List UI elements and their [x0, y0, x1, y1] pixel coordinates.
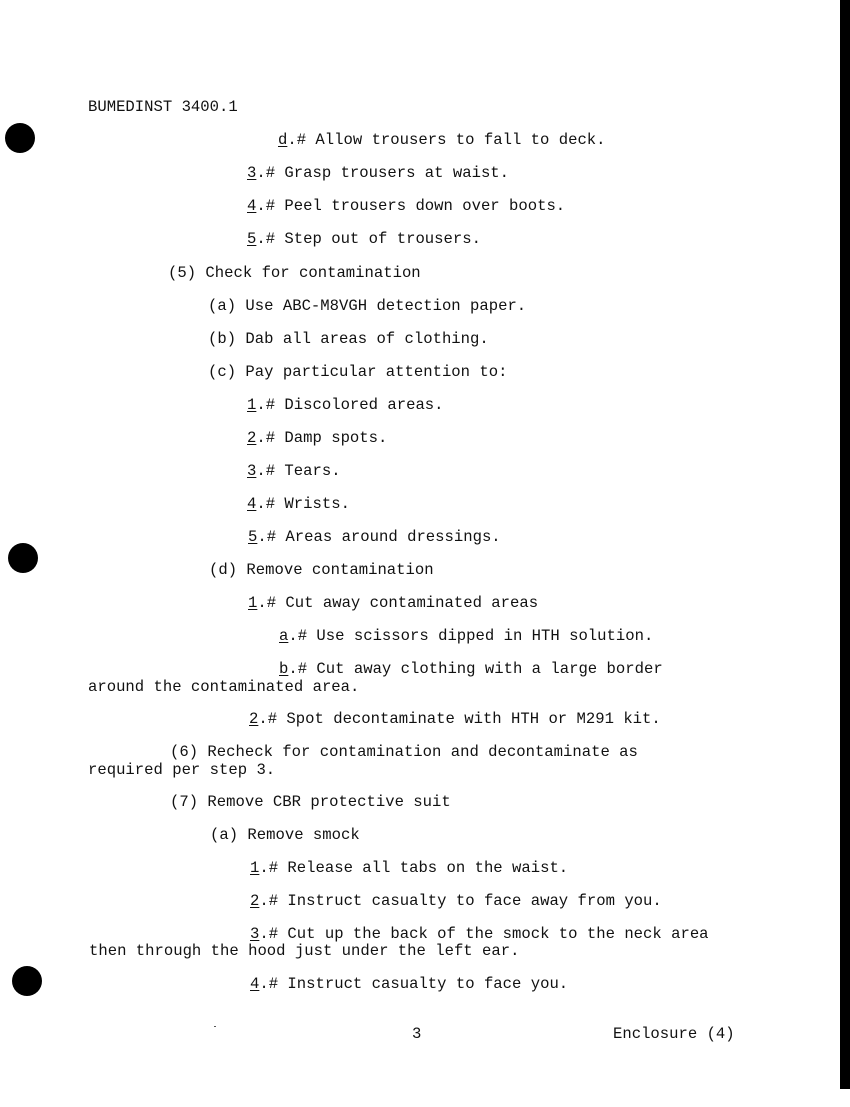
- page-number: 3: [412, 1025, 422, 1043]
- outline-item: [247, 198, 565, 215]
- outline-item: [249, 711, 661, 728]
- outline-marker: 3: [247, 462, 257, 480]
- outline-text: .# Instruct casualty to face away from you.: [259, 892, 662, 910]
- outline-item: (7) Remove CBR protective suit: [170, 793, 451, 811]
- outline-item: [250, 893, 662, 910]
- outline-item: [247, 165, 509, 182]
- outline-marker: 2: [247, 429, 257, 447]
- outline-item: [250, 860, 568, 877]
- outline-item: [248, 595, 538, 612]
- scan-speck: [214, 1026, 216, 1027]
- outline-text: .# Use scissors dipped in HTH solution.: [288, 627, 654, 645]
- outline-item: [247, 397, 444, 414]
- outline-marker: 5: [247, 230, 257, 248]
- outline-marker: 2: [249, 710, 259, 728]
- outline-item: (a) Remove smock: [210, 826, 360, 844]
- outline-item: (5) Check for contamination: [168, 264, 421, 282]
- outline-item: (6) Recheck for contamination and decontaminate as: [170, 743, 638, 761]
- outline-text: .# Damp spots.: [256, 429, 388, 447]
- outline-text: .# Release all tabs on the waist.: [259, 859, 569, 877]
- outline-text: .# Grasp trousers at waist.: [256, 164, 510, 182]
- scan-edge-bar: [840, 0, 850, 1089]
- outline-item: [248, 529, 501, 546]
- outline-item: (d) Remove contamination: [209, 561, 434, 579]
- outline-text: .# Cut away clothing with a large border: [288, 660, 663, 678]
- outline-marker: 4: [250, 975, 260, 993]
- outline-marker: 3: [247, 164, 257, 182]
- outline-item: [250, 926, 709, 943]
- outline-item: [279, 661, 663, 678]
- outline-text: .# Step out of trousers.: [256, 230, 481, 248]
- outline-marker: d: [278, 131, 288, 149]
- outline-marker: 4: [247, 197, 257, 215]
- punch-hole-bottom: [12, 966, 42, 996]
- enclosure-label: Enclosure (4): [613, 1025, 735, 1043]
- outline-continuation: then through the hood just under the left ear.: [89, 942, 520, 960]
- outline-marker: 1: [247, 396, 257, 414]
- outline-item: (c) Pay particular attention to:: [208, 363, 508, 381]
- outline-text: .# Instruct casualty to face you.: [259, 975, 569, 993]
- outline-continuation: required per step 3.: [88, 761, 276, 779]
- punch-hole-middle: [8, 543, 38, 573]
- outline-marker: 4: [247, 495, 257, 513]
- outline-marker: 5: [248, 528, 258, 546]
- outline-text: .# Areas around dressings.: [257, 528, 501, 546]
- outline-text: .# Discolored areas.: [256, 396, 444, 414]
- outline-marker: b: [279, 660, 289, 678]
- outline-text: .# Peel trousers down over boots.: [256, 197, 566, 215]
- outline-text: .# Cut up the back of the smock to the neck area: [259, 925, 709, 943]
- outline-marker: 2: [250, 892, 260, 910]
- outline-item: (b) Dab all areas of clothing.: [208, 330, 489, 348]
- outline-text: .# Tears.: [256, 462, 341, 480]
- outline-text: .# Spot decontaminate with HTH or M291 kit.: [258, 710, 661, 728]
- outline-marker: a: [279, 627, 289, 645]
- outline-text: .# Allow trousers to fall to deck.: [287, 131, 606, 149]
- outline-marker: 1: [250, 859, 260, 877]
- outline-text: .# Wrists.: [256, 495, 350, 513]
- outline-item: [247, 496, 350, 513]
- punch-hole-top: [5, 123, 35, 153]
- outline-marker: 1: [248, 594, 258, 612]
- outline-item: [250, 976, 568, 993]
- document-id-header: BUMEDINST 3400.1: [88, 98, 238, 116]
- outline-text: .# Cut away contaminated areas: [257, 594, 539, 612]
- outline-item: [247, 463, 341, 480]
- outline-item: [247, 430, 387, 447]
- outline-continuation: around the contaminated area.: [88, 678, 360, 696]
- outline-item: [278, 132, 606, 149]
- outline-item: (a) Use ABC-M8VGH detection paper.: [208, 297, 527, 315]
- outline-marker: 3: [250, 925, 260, 943]
- outline-item: [279, 628, 653, 645]
- outline-item: [247, 231, 481, 248]
